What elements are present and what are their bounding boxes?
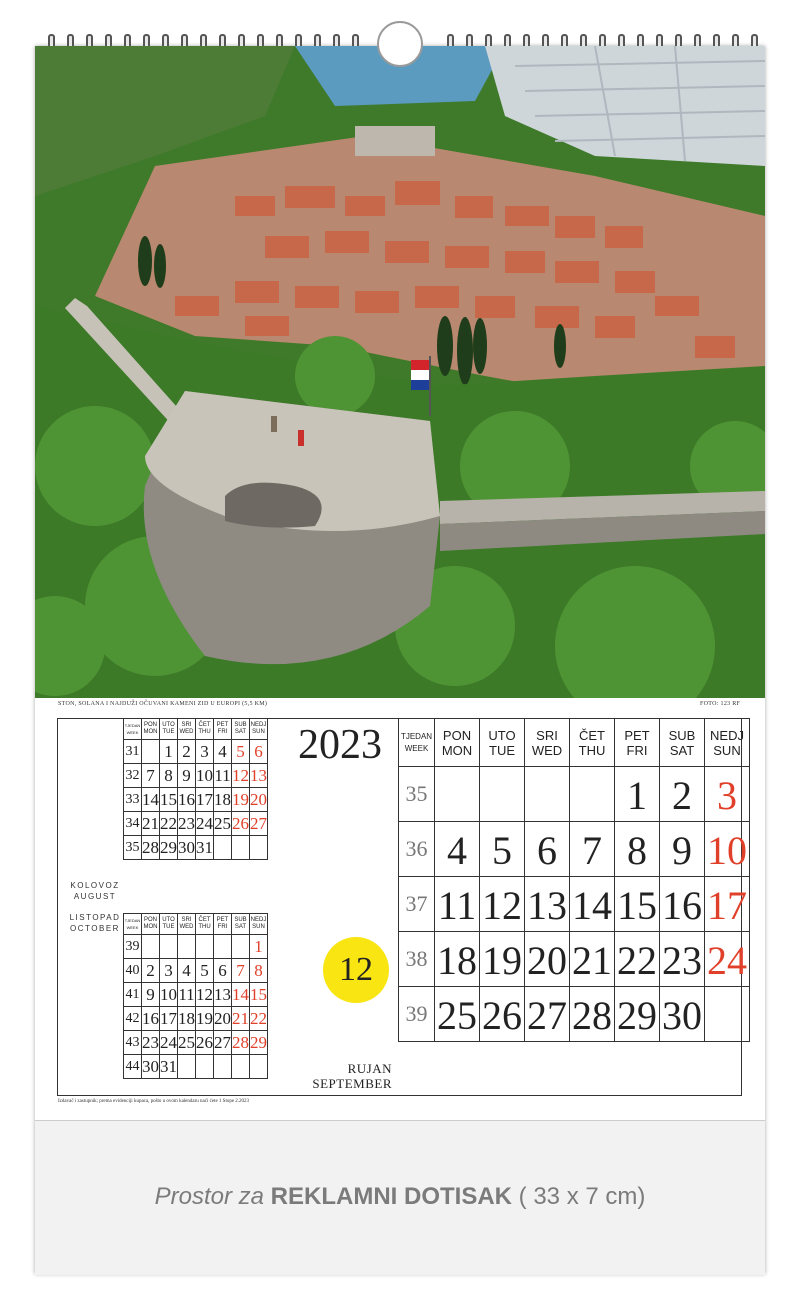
day-header: UTO TUE xyxy=(160,914,178,935)
day-header: UTO TUE xyxy=(160,719,178,740)
day-cell xyxy=(142,740,160,764)
week-number: 43 xyxy=(124,1031,142,1055)
day-cell: 3 xyxy=(196,740,214,764)
day-cell: 18 xyxy=(214,788,232,812)
day-cell: 10 xyxy=(160,983,178,1007)
day-cell: 1 xyxy=(160,740,178,764)
day-cell: 25 xyxy=(214,812,232,836)
day-cell: 13 xyxy=(525,877,570,932)
day-cell: 21 xyxy=(232,1007,250,1031)
day-cell: 30 xyxy=(178,836,196,860)
day-cell: 9 xyxy=(142,983,160,1007)
day-header: ČET THU xyxy=(196,914,214,935)
day-cell: 5 xyxy=(232,740,250,764)
day-header: SUB SAT xyxy=(660,719,705,767)
mini-calendar-october xyxy=(123,913,268,1079)
week-number: 35 xyxy=(399,767,435,822)
day-cell: 23 xyxy=(178,812,196,836)
day-cell: 14 xyxy=(570,877,615,932)
day-cell xyxy=(196,935,214,959)
week-row xyxy=(399,987,750,1042)
day-cell: 19 xyxy=(196,1007,214,1031)
day-cell xyxy=(250,836,268,860)
day-cell xyxy=(232,935,250,959)
week-number: 32 xyxy=(124,764,142,788)
day-cell: 9 xyxy=(660,822,705,877)
advertising-text: Prostor za REKLAMNI DOTISAK ( 33 x 7 cm) xyxy=(154,1183,646,1210)
day-cell: 16 xyxy=(142,1007,160,1031)
week-row xyxy=(124,764,268,788)
day-cell: 27 xyxy=(214,1031,232,1055)
day-cell xyxy=(705,987,750,1042)
day-cell: 21 xyxy=(570,932,615,987)
day-cell: 6 xyxy=(250,740,268,764)
day-cell: 23 xyxy=(142,1031,160,1055)
next-month-label: LISTOPAD OCTOBER xyxy=(69,913,121,933)
day-cell: 10 xyxy=(196,764,214,788)
day-cell: 14 xyxy=(142,788,160,812)
day-cell xyxy=(480,767,525,822)
day-cell: 13 xyxy=(214,983,232,1007)
week-row xyxy=(124,788,268,812)
day-cell: 10 xyxy=(705,822,750,877)
day-cell: 3 xyxy=(160,959,178,983)
day-cell: 22 xyxy=(250,1007,268,1031)
day-cell: 29 xyxy=(615,987,660,1042)
day-cell: 12 xyxy=(196,983,214,1007)
day-cell: 28 xyxy=(570,987,615,1042)
day-cell: 4 xyxy=(435,822,480,877)
day-cell xyxy=(214,1055,232,1079)
week-row xyxy=(399,767,750,822)
day-header: PET FRI xyxy=(615,719,660,767)
week-row xyxy=(124,1031,268,1055)
day-cell: 15 xyxy=(250,983,268,1007)
day-cell xyxy=(214,836,232,860)
day-cell: 27 xyxy=(525,987,570,1042)
day-header: PET FRI xyxy=(214,719,232,740)
week-row xyxy=(124,1055,268,1079)
week-row xyxy=(124,836,268,860)
day-cell: 12 xyxy=(480,877,525,932)
day-cell xyxy=(435,767,480,822)
day-cell: 20 xyxy=(214,1007,232,1031)
day-cell: 28 xyxy=(142,836,160,860)
day-cell: 4 xyxy=(214,740,232,764)
week-header: TJEDAN WEEK xyxy=(124,719,142,740)
week-number: 34 xyxy=(124,812,142,836)
week-number: 35 xyxy=(124,836,142,860)
day-cell: 11 xyxy=(214,764,232,788)
current-month-label: RUJAN SEPTEMBER xyxy=(312,1061,392,1091)
main-calendar-september xyxy=(398,718,750,1042)
day-header: SRI WED xyxy=(178,914,196,935)
day-cell: 22 xyxy=(615,932,660,987)
day-cell xyxy=(214,935,232,959)
day-cell: 16 xyxy=(660,877,705,932)
day-header: PON MON xyxy=(142,914,160,935)
day-header: PET FRI xyxy=(214,914,232,935)
week-row xyxy=(124,983,268,1007)
week-number: 38 xyxy=(399,932,435,987)
day-header: SUB SAT xyxy=(232,914,250,935)
day-cell: 23 xyxy=(660,932,705,987)
day-cell: 18 xyxy=(435,932,480,987)
day-cell: 8 xyxy=(250,959,268,983)
day-header: PON MON xyxy=(435,719,480,767)
day-cell: 26 xyxy=(480,987,525,1042)
week-number: 31 xyxy=(124,740,142,764)
day-cell: 15 xyxy=(160,788,178,812)
day-cell: 17 xyxy=(160,1007,178,1031)
day-cell: 3 xyxy=(705,767,750,822)
day-cell: 19 xyxy=(480,932,525,987)
week-number: 39 xyxy=(399,987,435,1042)
day-cell xyxy=(196,1055,214,1079)
week-row xyxy=(399,877,750,932)
day-cell: 9 xyxy=(178,764,196,788)
week-number: 44 xyxy=(124,1055,142,1079)
day-cell: 28 xyxy=(232,1031,250,1055)
mini-october-body xyxy=(124,935,268,1079)
week-row xyxy=(124,812,268,836)
day-cell: 14 xyxy=(232,983,250,1007)
day-cell: 17 xyxy=(196,788,214,812)
day-header: ČET THU xyxy=(570,719,615,767)
day-cell: 24 xyxy=(705,932,750,987)
day-cell xyxy=(570,767,615,822)
day-cell xyxy=(525,767,570,822)
day-cell: 20 xyxy=(525,932,570,987)
day-cell: 6 xyxy=(214,959,232,983)
day-cell: 7 xyxy=(232,959,250,983)
day-cell: 25 xyxy=(178,1031,196,1055)
week-row xyxy=(399,932,750,987)
main-september-body xyxy=(399,767,750,1042)
photo-caption: STON, SOLANA I NAJDUŽI OČUVANI KAMENI ZID U EUROPI (5,5 KM) xyxy=(58,701,268,707)
day-header: NEDJ SUN xyxy=(250,914,268,935)
month-number-badge: 12 xyxy=(323,937,389,1003)
day-cell: 16 xyxy=(178,788,196,812)
day-cell: 2 xyxy=(142,959,160,983)
day-cell xyxy=(178,935,196,959)
day-cell xyxy=(142,935,160,959)
week-number: 42 xyxy=(124,1007,142,1031)
footnote: Izdavač i zastupnik; prema evidenciji kupaca, pošto u ovom kalendaru naći ćete 1 Stope 2.2023 xyxy=(58,1099,250,1104)
day-cell: 21 xyxy=(142,812,160,836)
week-number: 36 xyxy=(399,822,435,877)
day-cell: 12 xyxy=(232,764,250,788)
day-cell: 24 xyxy=(160,1031,178,1055)
day-cell: 30 xyxy=(142,1055,160,1079)
week-row xyxy=(399,822,750,877)
day-cell: 29 xyxy=(160,836,178,860)
day-cell: 17 xyxy=(705,877,750,932)
day-cell xyxy=(250,1055,268,1079)
day-cell: 5 xyxy=(196,959,214,983)
week-row xyxy=(124,740,268,764)
week-header: TJEDAN WEEK xyxy=(124,914,142,935)
day-cell: 19 xyxy=(232,788,250,812)
day-cell: 6 xyxy=(525,822,570,877)
day-cell xyxy=(232,1055,250,1079)
day-cell: 7 xyxy=(142,764,160,788)
day-cell: 26 xyxy=(232,812,250,836)
day-cell: 31 xyxy=(160,1055,178,1079)
week-row xyxy=(124,1007,268,1031)
day-cell: 1 xyxy=(615,767,660,822)
photo-credit: FOTO: 123 RF xyxy=(700,701,741,707)
day-cell xyxy=(178,1055,196,1079)
day-cell xyxy=(160,935,178,959)
day-header: SRI WED xyxy=(525,719,570,767)
day-cell: 29 xyxy=(250,1031,268,1055)
day-cell: 8 xyxy=(160,764,178,788)
day-cell: 22 xyxy=(160,812,178,836)
week-header: TJEDAN WEEK xyxy=(399,719,435,767)
day-header: NEDJ SUN xyxy=(250,719,268,740)
week-number: 40 xyxy=(124,959,142,983)
day-cell: 2 xyxy=(178,740,196,764)
day-cell: 2 xyxy=(660,767,705,822)
day-header: SUB SAT xyxy=(232,719,250,740)
week-row xyxy=(124,959,268,983)
day-cell: 4 xyxy=(178,959,196,983)
day-cell: 20 xyxy=(250,788,268,812)
day-header: SRI WED xyxy=(178,719,196,740)
day-header: ČET THU xyxy=(196,719,214,740)
week-number: 39 xyxy=(124,935,142,959)
day-cell: 7 xyxy=(570,822,615,877)
day-cell: 18 xyxy=(178,1007,196,1031)
mini-august-body xyxy=(124,740,268,860)
week-number: 41 xyxy=(124,983,142,1007)
day-header: NEDJ SUN xyxy=(705,719,750,767)
year-title: 2023 xyxy=(298,722,382,768)
day-cell: 27 xyxy=(250,812,268,836)
day-cell: 24 xyxy=(196,812,214,836)
day-cell: 5 xyxy=(480,822,525,877)
week-number: 37 xyxy=(399,877,435,932)
day-cell: 13 xyxy=(250,764,268,788)
day-cell: 31 xyxy=(196,836,214,860)
week-row xyxy=(124,935,268,959)
calendar-photo xyxy=(35,46,765,698)
day-cell: 15 xyxy=(615,877,660,932)
day-cell: 11 xyxy=(178,983,196,1007)
prev-month-label: KOLOVOZ AUGUST xyxy=(70,881,120,901)
week-number: 33 xyxy=(124,788,142,812)
day-cell: 1 xyxy=(250,935,268,959)
day-cell: 8 xyxy=(615,822,660,877)
day-header: UTO TUE xyxy=(480,719,525,767)
mini-calendar-august xyxy=(123,718,268,860)
day-cell: 26 xyxy=(196,1031,214,1055)
day-cell: 30 xyxy=(660,987,705,1042)
hanger-hole xyxy=(377,21,423,67)
day-cell xyxy=(232,836,250,860)
day-cell: 11 xyxy=(435,877,480,932)
day-header: PON MON xyxy=(142,719,160,740)
day-cell: 25 xyxy=(435,987,480,1042)
